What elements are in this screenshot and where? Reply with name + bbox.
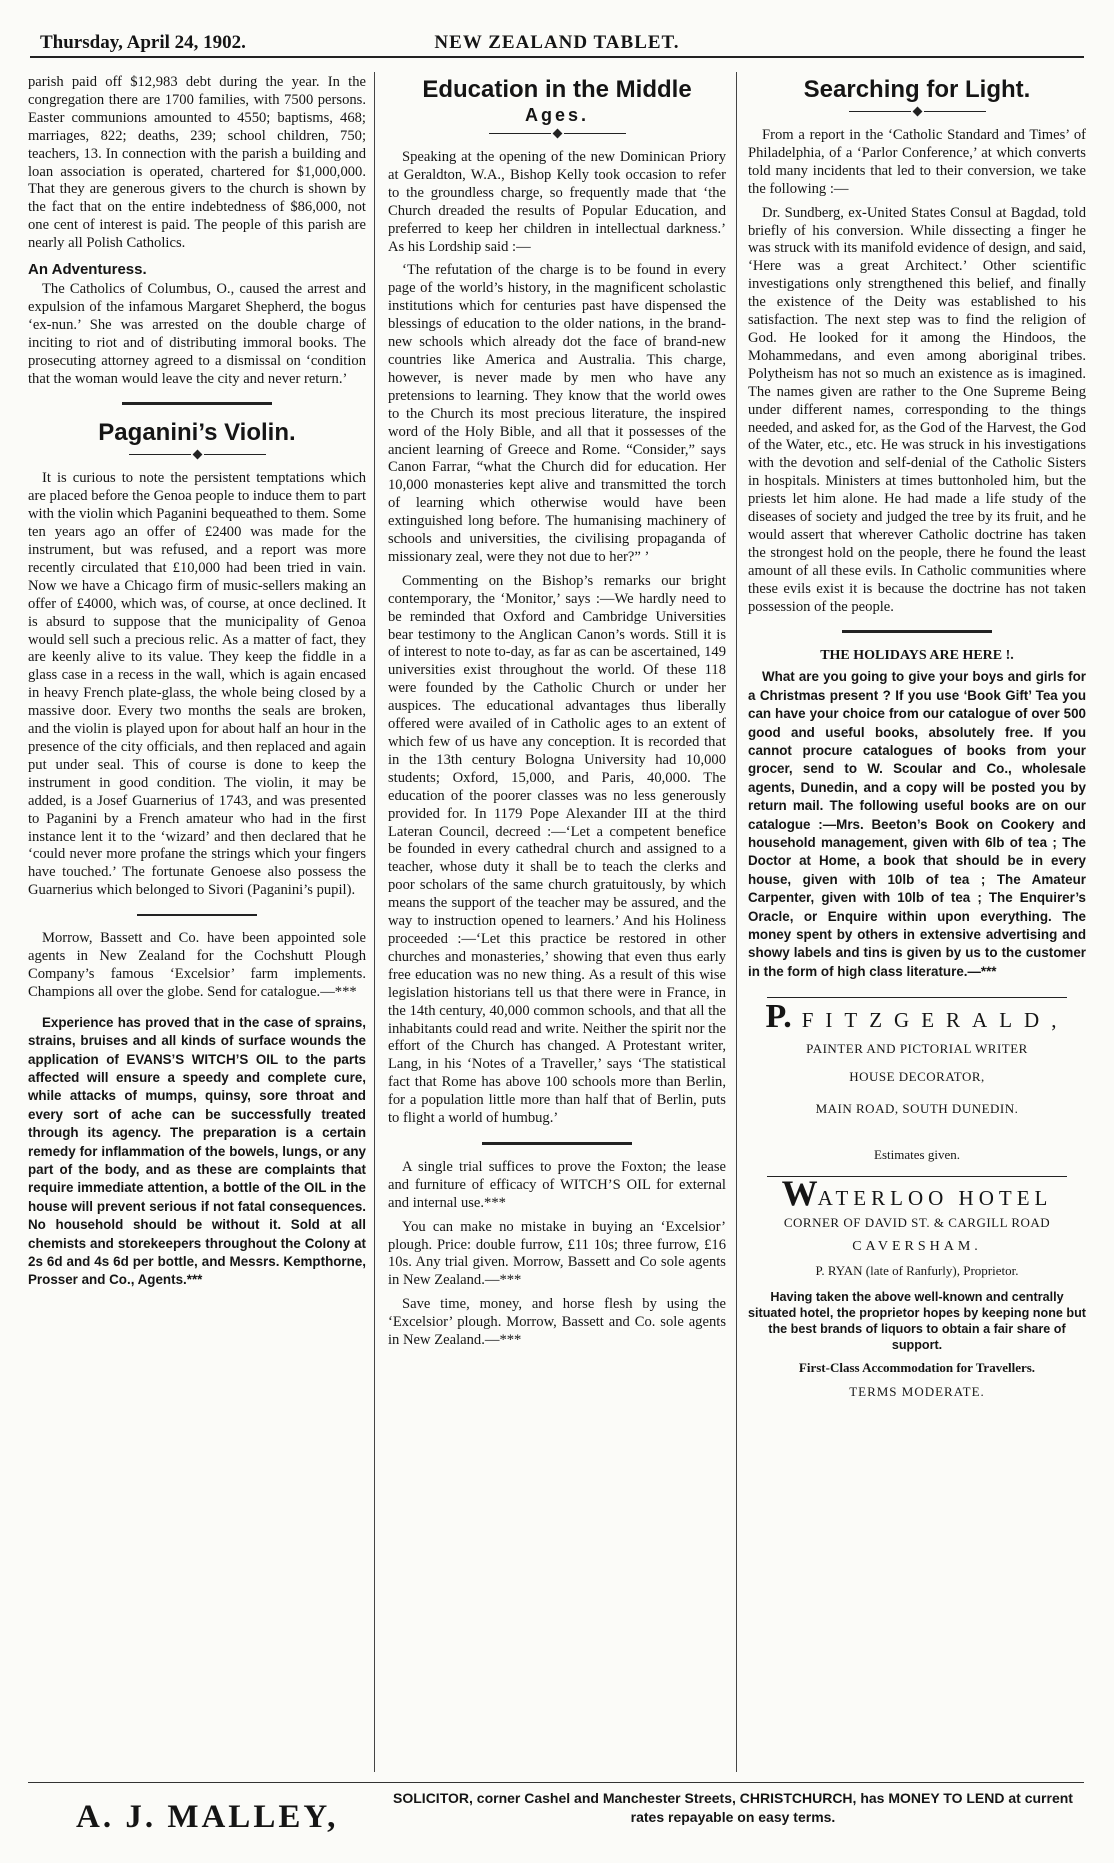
divider: [137, 914, 257, 916]
fitzgerald-advertisement: [748, 998, 1086, 1164]
advertiser-text: SOLICITOR, corner Cashel and Manchester Streets, CHRISTCHURCH, has MONEY TO LEND at current rates repayable on easy terms.: [393, 1790, 1073, 1825]
advertiser-initial: P.: [765, 998, 792, 1036]
column-divider: [736, 72, 737, 1772]
article-continuation: parish paid off $12,983 debt during the year. In the congregation there are 1700 families, with 7500 persons. Easter communions amounted to 4550; baptisms, 468; marriages, 822; deaths, 239; school children, 750; teachers, 13. In connection with the parish a building and loan association is operated, chartered for $1,000,000. That they are generous givers to the church is shown by the fact that on the entire indebtedness of $86,000, not one cent of interest is paid. The people of this parish are nearly all Polish Catholics.: [28, 74, 366, 252]
advertisement: Experience has proved that in the case of sprains, strains, bruises and all kinds of surface wounds the application of EVANS’S WITCH’S OIL to the parts affected will ensure a speedy and complete cure, while attacks of mumps, quinsy, sore throat and every sort of ache can be successfully treated through its agency. The preparation is a certain remedy for inflammation of the bowels, lungs, or any part of the body, and as these are complaints that require immediate attention, a bottle of the OIL in the house will prevent serious if not fatal consequences. No household should be without it. Sold at all chemists and storekeepers throughout the Colony at 2s 6d and 4s 6d per bottle, and Messrs. Kempthorne, Prosser and Co., Agents.***: [28, 1014, 366, 1288]
footer-advertisement: [28, 1782, 1084, 1843]
section-heading: An Adventuress.: [28, 261, 147, 279]
article-paragraph: It is curious to note the persistent temptations which are placed before the Genoa people to induce them to part with the violin which Paganini bequeathed to them. Some ten years ago an offer of £2400 was made for the instrument, but was refused, and a report was more recently circulated that £10,000 had been tried in vain. Now we have a Chicago firm of music-sellers making an offer of £4000, which was, of course, at once declined. It is absurd to suppose that the municipality of Genoa would sell such a precious relic. As a matter of fact, they are keenly alive to its value. They keep the fiddle in a glass case in a recess in the wall, which is again encased in heavy French plate-glass, the whole being closed by a massive door. Every two months the seals are broken, and the violin is played upon for about half an hour in the presence of the city officials, and then replaced and again put under seal. This of course is done to keep the instrument in good condition. The violin, it may be added, is a Josef Guarnerius of 1743, and was presented to Paganini by a French amateur who had in the first instance lent it to the ‘wizard’ and then declared that he ‘could never more profane the strings which your fingers have touched.’ The fortunate Genoese also possess the Guarnerius which belonged to Sivori (Paganini’s pupil).: [28, 470, 366, 899]
article-title: Paganini’s Violin.: [98, 419, 296, 447]
waterloo-advertisement: [748, 1172, 1086, 1401]
column-left: [28, 74, 366, 1776]
issue-date: Thursday, April 24, 1902.: [40, 32, 246, 53]
advertiser-line: MAIN ROAD, SOUTH DUNEDIN.: [815, 1101, 1019, 1116]
column-middle: [388, 74, 726, 1776]
article-title: Searching for Light.: [803, 76, 1031, 103]
column-right: [748, 74, 1086, 1776]
article-paragraph: Commenting on the Bishop’s remarks our bright contemporary, the ‘Monitor,’ says :—We hardly need to be reminded that Oxford and Cambridge Universities bear testimony to the Anglican Canon’s words. Still it is of interest to note to-day, as far as can be ascertained, 149 universities exist throughout the world. Of these 118 were founded by the Catholic Church or under her auspices. The educational advantages thus liberally offered were availed of in Catholic ages to an extent of which few of us have any conception. It is recorded that in the 13th century Bologna University had 10,000 students; Oxford, 15,000, and Paris, 40,000. The education of the poorer classes was no less generously provided for. In 1179 Pope Alexander III at the third Lateran Council, decreed :—‘Let a competent benefice be founded in every cathedral church and assigned to a teacher, whose duty it shall be to teach the clerks and poor scholars of the same church gratuitously, by which means the support of the teacher may be assured, and the way to instruction opened to learners.’ And his Holiness proceeded :—‘Let this practice be restored in other churches and monasteries,’ showing that even thus early free education was no new thing. As a result of this wise legislation historians tell us that there were in France, in the 14th century, 40,000 common schools, and that all the inhabitants could read and write. Neither the spirit nor the effort of the Church has changed. A Protestant writer, Lang, in his ‘Notes of a Traveller,’ says ‘The statistical fact that Rome has above 100 schools more than Berlin, for a population little more than half that of Berlin, puts to flight a world of humbug.’: [388, 572, 726, 1127]
hotel-address: CORNER OF DAVID ST. & CARGILL ROAD: [783, 1214, 1051, 1230]
divider: [767, 997, 1067, 998]
title-ornament: [388, 130, 726, 137]
hotel-name: [748, 1172, 1086, 1213]
article-paragraph: Dr. Sundberg, ex-United States Consul at Bagdad, told briefly of his conversion. While dissecting a finger he was struck with its manifold evidence of design, and said, ‘Here was a great Architect.’ Other scientific investigations only strengthened this belief, and finally the existence of the Deity was established to his satisfaction. The next step was to find the religion of God. He looked for it among the Hindoos, the Mohammedans, and even among aboriginal tribes. Polytheism has not so much an existence as is imagined. The names given are rather to the One Supreme Being under different names, corresponding to the things needed, and asked for, as the God of the Harvest, the God of the Water, etc., etc. He was struck in his investigations with the devotion and self-denial of the Catholic Sisters in hospitals. Ministers at times buttonholed him, but the priests let him alone. He had made a life study of the diseases of society and judged the tree by its fruit, and he would assert that wherever Catholic doctrine has taken the strongest hold on the people, there he found the least amount of all these evils. In Catholic communities where these evils exist it is because the doctrine has not taken possession of the people.: [748, 204, 1086, 615]
article-paragraph: From a report in the ‘Catholic Standard and Times’ of Philadelphia, of a ‘Parlor Conference,’ at which converts told many incidents that led to their conversion, we take the following :—: [748, 127, 1086, 197]
advertiser-name: A. J. MALLEY,: [76, 1799, 339, 1835]
advertiser-line: PAINTER AND PICTORIAL WRITER: [806, 1041, 1028, 1057]
hotel-name-rest: ATERLOO HOTEL: [817, 1185, 1053, 1210]
article-paragraph: The Catholics of Columbus, O., caused the arrest and expulsion of the infamous Margaret Shepherd, the bogus ‘ex-nun.’ She was arrested on the double charge of inciting to riot and of distributing immoral books. The prosecuting attorney agreed to a dismissal on ‘condition that the woman would leave the city and never return.’: [28, 280, 366, 387]
advertiser-name: [748, 998, 1086, 1036]
divider: [842, 630, 992, 633]
advertisement-heading: THE HOLIDAYS ARE HERE !.: [820, 648, 1014, 664]
article-paragraph: ‘The refutation of the charge is to be found in every page of the world’s history, in the magnificent scholastic institutions which for centuries past have dispensed the blessings of education to the older nations, in the brand-new schools which already dot the face of brand-new countries like America and Australia. This charge, however, is never made by men who have any pretensions to learning. They know that the world owes to the Church its most precious literature, the inspired word of the Holy Bible, and all that it possesses of the ancient learning of Greece and Rome. “Consider,” says Canon Farrar, “what the Church did for education. Her 10,000 monasteries kept alive and transmitted the torch of learning which otherwise would have been extinguished long before. The humanising machinery of schools and universities, the civilising propaganda of missionary zeal, were they not due to her?” ’: [388, 262, 726, 565]
advertiser-surname: FITZGERALD,: [801, 1008, 1069, 1033]
article-paragraph: Speaking at the opening of the new Dominican Priory at Geraldton, W.A., Bishop Kelly took occasion to refer to the groundless charge, so frequently made that ‘the Church dreaded the results of Popular Education, and preferred to keep her children in intellectual darkness.’ As his Lordship said :—: [388, 149, 726, 255]
advertisement: A single trial suffices to prove the Foxton; the lease and furniture of efficacy of WITCH’S OIL for external and internal use.***: [388, 1158, 726, 1211]
advertisement: Morrow, Bassett and Co. have been appointed sole agents in New Zealand for the Cochshutt Plough Company’s famous ‘Excelsior’ farm implements. Champions all over the globe. Send for catalogue.—***: [28, 930, 366, 1000]
article-title-sub: Ages.: [524, 105, 590, 125]
hotel-terms: TERMS MODERATE.: [849, 1384, 985, 1400]
masthead: [30, 28, 1084, 58]
divider: [482, 1142, 632, 1145]
hotel-accommodation: First-Class Accommodation for Travellers.: [798, 1360, 1036, 1376]
hotel-initial: W: [781, 1172, 818, 1213]
hotel-description: Having taken the above well-known and centrally situated hotel, the proprietor hopes by keeping none but the best brands of liquors to obtain a fair share of support.: [748, 1290, 1086, 1353]
title-ornament: [28, 451, 366, 458]
advertiser-line: HOUSE DECORATOR,: [849, 1069, 985, 1085]
advertisement: Save time, money, and horse flesh by using the ‘Excelsior’ plough. Morrow, Bassett and Co. sole agents in New Zealand.—***: [388, 1296, 726, 1349]
title-ornament: [748, 108, 1086, 115]
advertiser-line: Estimates given.: [874, 1146, 960, 1162]
hotel-proprietor: P. RYAN (late of Ranfurly), Proprietor.: [815, 1262, 1019, 1278]
publication-title: NEW ZEALAND TABLET.: [434, 32, 680, 53]
divider: [122, 402, 272, 405]
advertisement: You can make no mistake in buying an ‘Excelsior’ plough. Price: double furrow, £11 10s; three furrow, £16 10s. Any trial given. Morrow, Bassett and Co sole agents in New Zealand.—***: [388, 1218, 726, 1289]
column-divider: [374, 72, 375, 1772]
article-title: [388, 76, 726, 126]
hotel-suburb: CAVERSHAM.: [852, 1238, 982, 1254]
advertisement: What are you going to give your boys and girls for a Christmas present ? If you use ‘Book Gift’ Tea you can have your choice from our catalogue of over 500 good and useful books, absolutely free. If you cannot procure catalogues of books from your grocer, send to W. Scoular and Co., wholesale agents, Dunedin, and a copy will be posted you by return mail. The following useful books are on our catalogue :—Mrs. Beeton’s Book on Cookery and household management, given with 6lb of tea ; The Doctor at Home, a book that should be in every house, given with 10lb of tea ; The Amateur Carpenter, given with 10lb of tea ; The Enquirer’s Oracle, or Enquire within upon everything. The money spent by others in extensive advertising and showy labels and tins is given by us to the customer in the form of high class literature.—***: [748, 669, 1086, 979]
article-title-main: Education in the Middle: [422, 76, 692, 103]
masthead-rule: [30, 56, 1084, 58]
